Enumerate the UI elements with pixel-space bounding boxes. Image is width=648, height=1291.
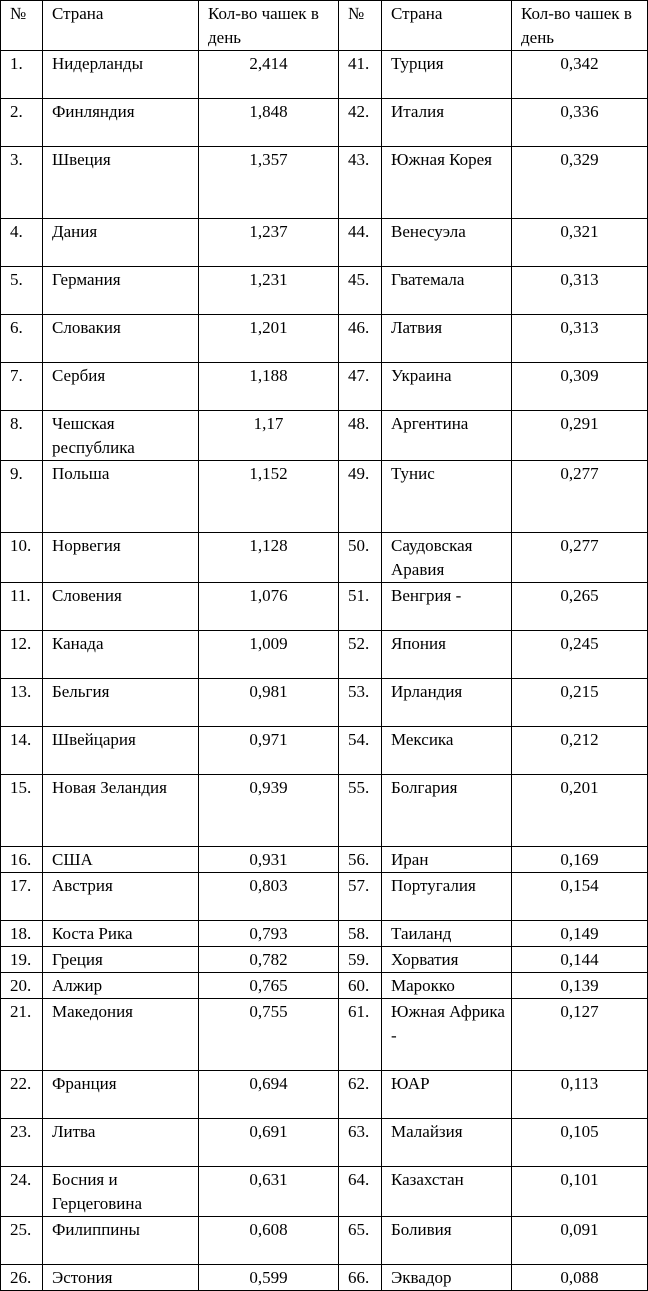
row-country: Новая Зеландия: [43, 775, 199, 847]
row-number: 49.: [339, 461, 382, 533]
row-country: Украина: [382, 363, 512, 411]
row-country: Португалия: [382, 873, 512, 921]
table-row: [1, 873, 648, 921]
table-row: [1, 1071, 648, 1119]
header-row: [1, 1, 648, 51]
table-row: [1, 363, 648, 411]
row-number: 4.: [1, 219, 43, 267]
row-cups: 0,694: [199, 1071, 339, 1119]
row-country: Мексика: [382, 727, 512, 775]
row-cups: 1,076: [199, 583, 339, 631]
row-number: 14.: [1, 727, 43, 775]
table-row: [1, 147, 648, 219]
row-cups: 0,755: [199, 999, 339, 1071]
row-cups: 0,265: [512, 583, 648, 631]
header-number: №: [1, 1, 43, 51]
row-country: Венесуэла: [382, 219, 512, 267]
row-number: 47.: [339, 363, 382, 411]
row-country: Швейцария: [43, 727, 199, 775]
table-row: [1, 847, 648, 873]
row-cups: 0,144: [512, 947, 648, 973]
table-row: [1, 679, 648, 727]
row-country: Босния и Герцеговина: [43, 1167, 199, 1217]
row-country: Словения: [43, 583, 199, 631]
table-row: [1, 775, 648, 847]
row-cups: 1,17: [199, 411, 339, 461]
row-cups: 0,782: [199, 947, 339, 973]
row-country: Марокко: [382, 973, 512, 999]
row-number: 61.: [339, 999, 382, 1071]
row-number: 15.: [1, 775, 43, 847]
row-cups: 0,313: [512, 315, 648, 363]
row-cups: 0,631: [199, 1167, 339, 1217]
row-country: Япония: [382, 631, 512, 679]
row-number: 55.: [339, 775, 382, 847]
row-number: 12.: [1, 631, 43, 679]
row-number: 9.: [1, 461, 43, 533]
row-cups: 0,971: [199, 727, 339, 775]
row-cups: 1,237: [199, 219, 339, 267]
row-country: Франция: [43, 1071, 199, 1119]
row-country: Алжир: [43, 973, 199, 999]
row-country: ЮАР: [382, 1071, 512, 1119]
row-cups: 0,113: [512, 1071, 648, 1119]
row-country: Канада: [43, 631, 199, 679]
row-country: Германия: [43, 267, 199, 315]
row-number: 54.: [339, 727, 382, 775]
table-row: [1, 947, 648, 973]
row-cups: 0,101: [512, 1167, 648, 1217]
row-number: 21.: [1, 999, 43, 1071]
row-country: Ирландия: [382, 679, 512, 727]
row-cups: 1,152: [199, 461, 339, 533]
row-cups: 1,009: [199, 631, 339, 679]
table-body: [1, 51, 648, 1291]
row-cups: 0,277: [512, 461, 648, 533]
header-cups-per-day: Кол-во чашек в день: [199, 1, 339, 51]
row-country: Венгрия -: [382, 583, 512, 631]
row-number: 41.: [339, 51, 382, 99]
row-number: 10.: [1, 533, 43, 583]
header-country: Страна: [43, 1, 199, 51]
row-cups: 0,608: [199, 1217, 339, 1265]
row-country: Иран: [382, 847, 512, 873]
row-number: 5.: [1, 267, 43, 315]
row-number: 63.: [339, 1119, 382, 1167]
row-country: Болгария: [382, 775, 512, 847]
row-cups: 0,765: [199, 973, 339, 999]
table-row: [1, 1217, 648, 1265]
row-country: Казахстан: [382, 1167, 512, 1217]
row-number: 24.: [1, 1167, 43, 1217]
row-number: 42.: [339, 99, 382, 147]
table-row: [1, 99, 648, 147]
row-cups: 0,342: [512, 51, 648, 99]
table-row: [1, 315, 648, 363]
row-number: 19.: [1, 947, 43, 973]
row-number: 57.: [339, 873, 382, 921]
row-number: 7.: [1, 363, 43, 411]
row-number: 2.: [1, 99, 43, 147]
table-row: [1, 999, 648, 1071]
row-cups: 0,931: [199, 847, 339, 873]
table-row: [1, 973, 648, 999]
row-cups: 0,981: [199, 679, 339, 727]
row-country: США: [43, 847, 199, 873]
row-country: Швеция: [43, 147, 199, 219]
row-number: 48.: [339, 411, 382, 461]
row-cups: 0,803: [199, 873, 339, 921]
row-cups: 0,169: [512, 847, 648, 873]
table-row: [1, 921, 648, 947]
row-number: 11.: [1, 583, 43, 631]
row-country: Латвия: [382, 315, 512, 363]
row-cups: 0,277: [512, 533, 648, 583]
row-number: 60.: [339, 973, 382, 999]
row-number: 3.: [1, 147, 43, 219]
row-country: Южная Африка -: [382, 999, 512, 1071]
row-cups: 0,091: [512, 1217, 648, 1265]
row-country: Южная Корея: [382, 147, 512, 219]
row-number: 50.: [339, 533, 382, 583]
table-row: [1, 219, 648, 267]
row-cups: 1,201: [199, 315, 339, 363]
row-number: 13.: [1, 679, 43, 727]
row-cups: 0,321: [512, 219, 648, 267]
row-cups: 0,154: [512, 873, 648, 921]
row-country: Филиппины: [43, 1217, 199, 1265]
table-row: [1, 411, 648, 461]
row-number: 17.: [1, 873, 43, 921]
table-row: [1, 1119, 648, 1167]
row-country: Финляндия: [43, 99, 199, 147]
row-cups: 0,212: [512, 727, 648, 775]
row-number: 1.: [1, 51, 43, 99]
row-number: 18.: [1, 921, 43, 947]
row-cups: 0,691: [199, 1119, 339, 1167]
row-number: 62.: [339, 1071, 382, 1119]
row-cups: 0,088: [512, 1265, 648, 1291]
row-cups: 0,329: [512, 147, 648, 219]
row-cups: 0,793: [199, 921, 339, 947]
row-cups: 1,357: [199, 147, 339, 219]
row-country: Польша: [43, 461, 199, 533]
row-cups: 1,231: [199, 267, 339, 315]
row-cups: 0,309: [512, 363, 648, 411]
table-row: [1, 631, 648, 679]
row-number: 56.: [339, 847, 382, 873]
row-country: Хорватия: [382, 947, 512, 973]
row-country: Нидерланды: [43, 51, 199, 99]
row-country: Австрия: [43, 873, 199, 921]
row-number: 53.: [339, 679, 382, 727]
row-country: Дания: [43, 219, 199, 267]
row-number: 64.: [339, 1167, 382, 1217]
row-country: Сербия: [43, 363, 199, 411]
row-cups: 0,245: [512, 631, 648, 679]
row-number: 8.: [1, 411, 43, 461]
table-row: [1, 267, 648, 315]
row-country: Греция: [43, 947, 199, 973]
row-country: Чешская республика: [43, 411, 199, 461]
row-number: 22.: [1, 1071, 43, 1119]
row-number: 51.: [339, 583, 382, 631]
table-row: [1, 1167, 648, 1217]
row-number: 45.: [339, 267, 382, 315]
row-country: Норвегия: [43, 533, 199, 583]
row-country: Аргентина: [382, 411, 512, 461]
row-country: Литва: [43, 1119, 199, 1167]
row-cups: 0,127: [512, 999, 648, 1071]
row-number: 43.: [339, 147, 382, 219]
row-country: Эстония: [43, 1265, 199, 1291]
row-number: 52.: [339, 631, 382, 679]
row-country: Македония: [43, 999, 199, 1071]
table-row: [1, 461, 648, 533]
row-cups: 0,139: [512, 973, 648, 999]
row-country: Коста Рика: [43, 921, 199, 947]
row-country: Турция: [382, 51, 512, 99]
table-row: [1, 51, 648, 99]
row-cups: 1,128: [199, 533, 339, 583]
row-country: Тунис: [382, 461, 512, 533]
row-cups: 0,939: [199, 775, 339, 847]
row-cups: 0,291: [512, 411, 648, 461]
row-number: 6.: [1, 315, 43, 363]
row-number: 65.: [339, 1217, 382, 1265]
row-cups: 0,105: [512, 1119, 648, 1167]
row-cups: 1,848: [199, 99, 339, 147]
table-row: [1, 583, 648, 631]
row-country: Таиланд: [382, 921, 512, 947]
row-country: Гватемала: [382, 267, 512, 315]
header-cups-per-day: Кол-во чашек в день: [512, 1, 648, 51]
row-cups: 0,201: [512, 775, 648, 847]
row-country: Италия: [382, 99, 512, 147]
row-country: Эквадор: [382, 1265, 512, 1291]
row-cups: 1,188: [199, 363, 339, 411]
row-number: 20.: [1, 973, 43, 999]
row-number: 16.: [1, 847, 43, 873]
row-number: 59.: [339, 947, 382, 973]
row-number: 26.: [1, 1265, 43, 1291]
row-country: Словакия: [43, 315, 199, 363]
row-cups: 0,599: [199, 1265, 339, 1291]
header-number: №: [339, 1, 382, 51]
row-cups: 0,336: [512, 99, 648, 147]
table-row: [1, 727, 648, 775]
row-number: 25.: [1, 1217, 43, 1265]
row-country: Саудовская Аравия: [382, 533, 512, 583]
row-number: 23.: [1, 1119, 43, 1167]
table-row: [1, 1265, 648, 1291]
row-number: 46.: [339, 315, 382, 363]
header-country: Страна: [382, 1, 512, 51]
row-cups: 0,313: [512, 267, 648, 315]
row-number: 58.: [339, 921, 382, 947]
row-number: 66.: [339, 1265, 382, 1291]
row-country: Малайзия: [382, 1119, 512, 1167]
row-cups: 0,149: [512, 921, 648, 947]
row-country: Бельгия: [43, 679, 199, 727]
table-row: [1, 533, 648, 583]
row-cups: 0,215: [512, 679, 648, 727]
row-number: 44.: [339, 219, 382, 267]
row-country: Боливия: [382, 1217, 512, 1265]
row-cups: 2,414: [199, 51, 339, 99]
